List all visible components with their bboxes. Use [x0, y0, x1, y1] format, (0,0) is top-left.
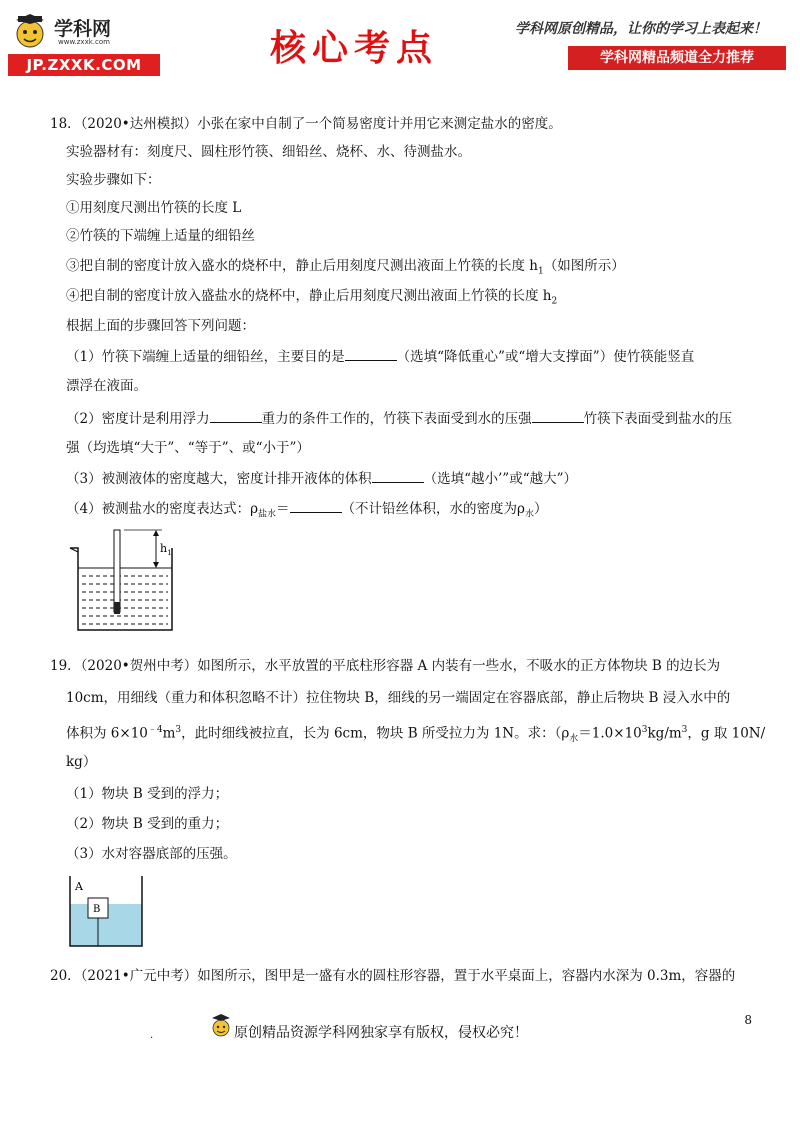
h1-label: $h_1$: [160, 542, 172, 557]
page-number: 8: [744, 1013, 752, 1027]
q19-stem-1: 19．（2020•贺州中考）如图所示，水平放置的平底柱形容器 A 内装有一些水，不吸水的正方体物块 B 的边长为: [50, 658, 721, 674]
q20-stem-1: 20．（2021•广元中考）如图所示，图甲是一盛有水的圆柱形容器，置于水平桌面上，容器内水深为 0.3m，容器的: [50, 968, 736, 984]
q18-beaker-figure: [64, 526, 184, 636]
q18-step-3: ③把自制的密度计放入盛水的烧杯中，静止后用刻度尺测出液面上竹筷的长度 $h_1$（如图所示）: [66, 258, 625, 277]
q18-stem-2: 实验器材有：刻度尺、圆柱形竹筷、细铅丝、烧杯、水、待测盐水。: [66, 144, 471, 160]
q19-stem-2: 10cm，用细线（重力和体积忽略不计）拉住物块 B，细线的另一端固定在容器底部，静止后物块 B 浸入水中的: [66, 690, 731, 706]
q18-part-3: （3）被测液体的密度越大，密度计排开液体的体积 （选填“越小’”或“越大”）: [66, 468, 577, 489]
footer-dot: .: [150, 1030, 154, 1041]
label-b: B: [93, 904, 101, 915]
answer-blank[interactable]: [345, 346, 397, 361]
footer-copyright: 原创精品资源学科网独家享有版权，侵权必究！: [234, 1025, 528, 1041]
q18-part-1-cont: 漂浮在液面。: [66, 378, 147, 394]
logo-band: JP.ZXXK.COM: [8, 54, 160, 76]
logo[interactable]: [8, 12, 160, 76]
mascot-icon: [8, 12, 52, 52]
q18-part-1: （1）竹筷下端缠上适量的细铅丝，主要目的是 （选填“降低重心”或“增大支撑面”）使竹筷能竖直: [66, 346, 694, 367]
answer-blank[interactable]: [532, 408, 584, 423]
q19-container-figure: [66, 874, 146, 950]
q18-stem-1: 18．（2020•达州模拟）小张在家中自制了一个简易密度计并用它来测定盐水的密度。: [50, 116, 562, 132]
logo-name: 学科网: [54, 18, 112, 40]
q18-step-1: ①用刻度尺测出竹筷的长度 L: [66, 200, 242, 216]
answer-blank[interactable]: [210, 408, 262, 423]
answer-blank[interactable]: [290, 498, 342, 513]
q19-part-3: （3）水对容器底部的压强。: [66, 846, 237, 862]
q18-part-2: （2）密度计是利用浮力 重力的条件工作的，竹筷下表面受到水的压强 竹筷下表面受到盐水的压: [66, 408, 732, 429]
mascot-icon: [210, 1012, 232, 1042]
logo-url: www.zxxk.com: [58, 38, 110, 46]
answer-blank[interactable]: [372, 468, 424, 483]
q18-stem-4: 根据上面的步骤回答下列问题：: [66, 318, 255, 334]
q18-step-2: ②竹筷的下端缠上适量的细铅丝: [66, 228, 255, 244]
q19-stem-3: 体积为 $6\times 10^{﹣4}m^3$，此时细线被拉直，长为 6cm，物块 B 所受拉力为 1N。求：（$\rho_水=1.0\times 10^3kg/m^3$，g 取 10N/: [66, 725, 766, 745]
q19-stem-4: kg）: [66, 754, 97, 770]
logo-top: [8, 12, 160, 52]
q19-part-1: （1）物块 B 受到的浮力；: [66, 786, 229, 802]
q18-part-4: （4）被测盐水的密度表达式：$\rho_{盐水}=$ （不计铅丝体积，水的密度为$\rho_水$）: [66, 498, 548, 525]
q18-step-4: ④把自制的密度计放入盛盐水的烧杯中，静止后用刻度尺测出液面上竹筷的长度 $h_2$: [66, 288, 558, 307]
q18-part-2-cont: 强（均选填“大于”、“等于”、或“小于”）: [66, 440, 310, 456]
q18-stem-3: 实验步骤如下：: [66, 172, 161, 188]
q19-part-2: （2）物块 B 受到的重力；: [66, 816, 229, 832]
page-title: 核心考点: [270, 27, 439, 69]
slogan: 学科网原创精品，让你的学习上表起来！: [515, 21, 767, 37]
label-a: A: [75, 880, 83, 893]
recommend-banner: 学科网精品频道全力推荐: [568, 46, 786, 70]
